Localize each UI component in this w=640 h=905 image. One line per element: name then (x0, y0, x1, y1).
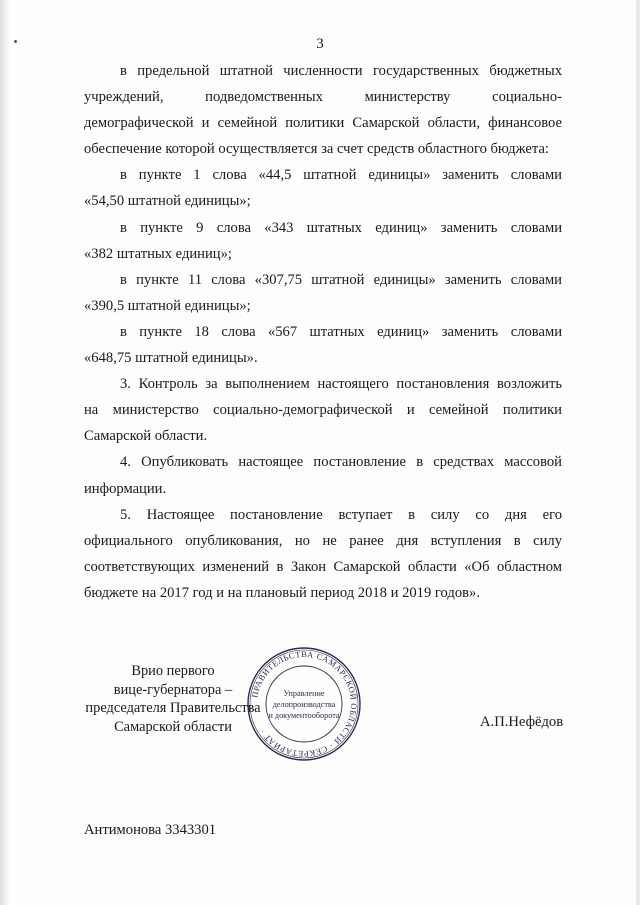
page-number: 3 (316, 36, 324, 52)
signer-line: Врио первого (131, 663, 215, 679)
text-line: «382 штатных единиц»; (84, 245, 232, 262)
scan-left-edge (0, 0, 10, 905)
text-line: в пункте 11 слова «307,75 штатной единицы» заменить словами (120, 271, 562, 288)
text-line: 5. Настоящее постановление вступает в силу со дня его (120, 506, 562, 523)
text-line: на министерство социально-демографической и семейной политики (84, 402, 562, 419)
stamp-center-line: делопроизводства (272, 700, 336, 709)
text-line: 3. Контроль за выполнением настоящего постановления возложить (120, 376, 562, 393)
text-line: «54,50 штатной единицы»; (84, 193, 251, 210)
text-line: соответствующих изменений в Закон Самарской области «Об областном (84, 558, 562, 575)
text-line: демографической и семейной политики Самарской области, финансовое (84, 115, 562, 132)
stamp-center-line: и документооборота (268, 711, 340, 720)
text-line: «390,5 штатной единицы»; (84, 297, 251, 314)
text-line: «648,75 штатной единицы». (84, 350, 258, 367)
text-line: учреждений, подведомственных министерству социально- (84, 89, 562, 106)
document-body (84, 58, 562, 606)
text-line: обеспечение которой осуществляется за счет средств областного бюджета: (84, 141, 549, 158)
text-line: Самарской области. (84, 428, 208, 445)
signer-line: Самарской области (114, 718, 232, 735)
signer-line: председателя Правительства (85, 700, 261, 716)
text-line: в предельной штатной численности государственных бюджетных (120, 63, 562, 79)
scan-right-edge (636, 0, 640, 905)
stamp-center-line: Управление (283, 689, 325, 698)
signer-title (78, 662, 268, 736)
executor-contact: Антимонова 3343301 (84, 822, 217, 838)
text-line: в пункте 18 слова «567 штатных единиц» заменить словами (120, 323, 562, 340)
text-line: в пункте 9 слова «343 штатных единиц» заменить словами (120, 219, 562, 236)
signer-line: вице-губернатора – (113, 681, 233, 698)
signature-name: А.П.Нефёдов (480, 714, 564, 730)
text-line: информации. (84, 480, 167, 497)
text-line: 4. Опубликовать настоящее постановление в средствах массовой (120, 454, 562, 471)
text-line: в пункте 1 слова «44,5 штатной единицы» заменить словами (120, 167, 562, 184)
official-stamp (246, 646, 362, 762)
text-line: официального опубликования, но не ранее дня вступления в силу (84, 532, 562, 549)
stamp-ring-text: ПРАВИТЕЛЬСТВА САМАРСКОЙ ОБЛАСТИ · СЕКРЕТАРИАТ · (250, 649, 359, 759)
text-line: бюджете на 2017 год и на плановый период 2018 и 2019 годов». (84, 584, 480, 601)
